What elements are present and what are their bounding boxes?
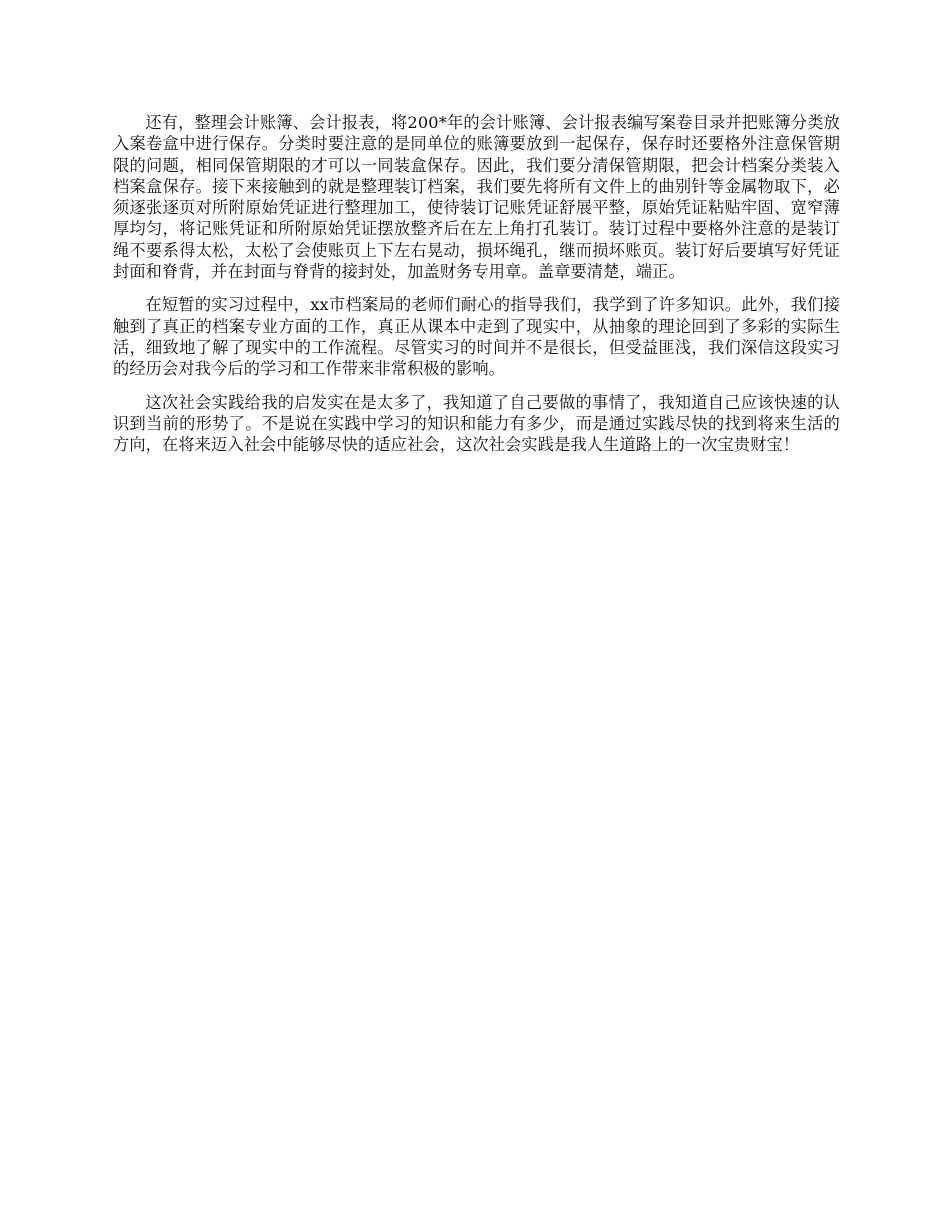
paragraph-practice-reflection: 这次社会实践给我的启发实在是太多了，我知道了自己要做的事情了，我知道自己应该快速的认识到当前的形势了。不是说在实践中学习的知识和能力有多少，而是通过实践尽快的找到将来生活的方向，在将来迈入社会中能够尽快的适应社会，这次社会实践是我人生道路上的一次宝贵财宝！	[113, 392, 840, 455]
paragraph-internship-summary: 在短暂的实习过程中，xx市档案局的老师们耐心的指导我们，我学到了许多知识。此外，我们接触到了真正的档案专业方面的工作，真正从课本中走到了现实中，从抽象的理论回到了多彩的实际生活，细致地了解了现实中的工作流程。尽管实习的时间并不是很长，但受益匪浅，我们深信这段实习的经历会对我今后的学习和工作带来非常积极的影响。	[113, 295, 840, 379]
document-body	[113, 112, 840, 467]
paragraph-archive-binding: 还有，整理会计账簿、会计报表，将200*年的会计账簿、会计报表编写案卷目录并把账簿分类放入案卷盒中进行保存。分类时要注意的是同单位的账簿要放到一起保存，保存时还要格外注意保管期限的问题，相同保管期限的才可以一同装盒保存。因此，我们要分清保管期限，把会计档案分类装入档案盒保存。接下来接触到的就是整理装订档案，我们要先将所有文件上的曲别针等金属物取下，必须逐张逐页对所附原始凭证进行整理加工，使待装订记账凭证舒展平整，原始凭证粘贴牢固、宽窄薄厚均匀，将记账凭证和所附原始凭证摆放整齐后在左上角打孔装订。装订过程中要格外注意的是装订绳不要系得太松，太松了会使账页上下左右晃动，损坏绳孔，继而损坏账页。装订好后要填写好凭证封面和脊背，并在封面与脊背的接封处，加盖财务专用章。盖章要清楚，端正。	[113, 113, 840, 282]
